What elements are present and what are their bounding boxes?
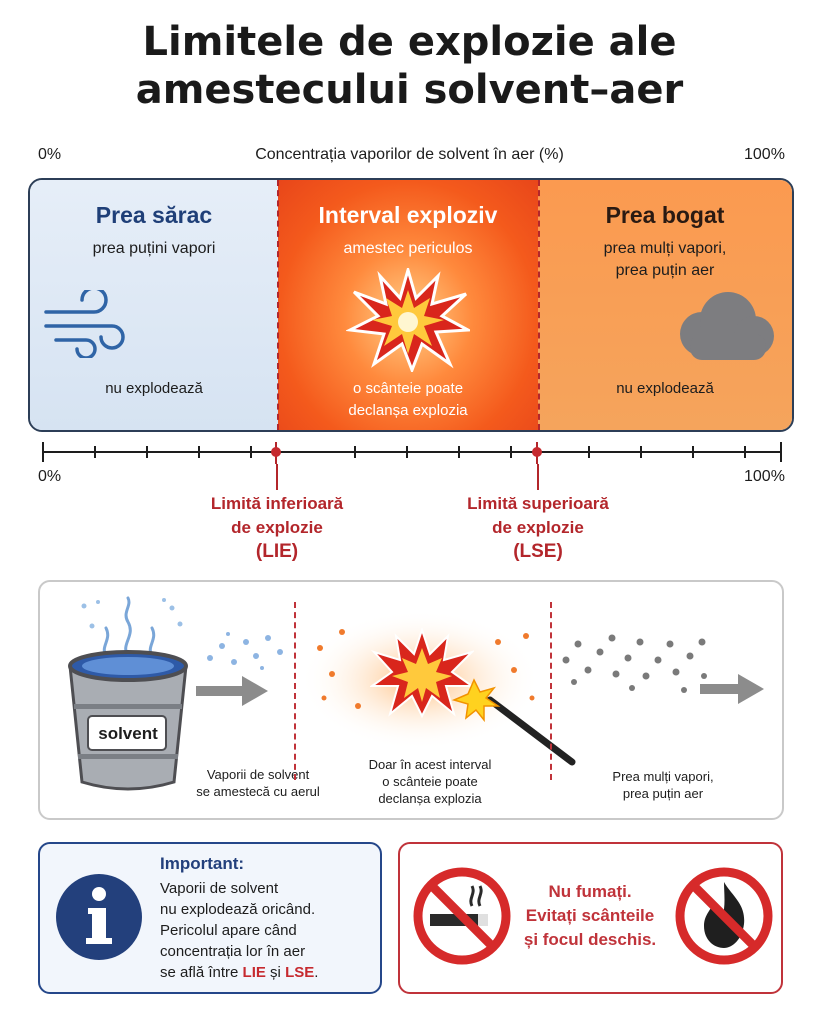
zone-explosive-title: Interval exploziv xyxy=(318,202,498,228)
warning-line-1: Nu fumați. xyxy=(548,882,632,901)
upper-limit-abbr: (LSE) xyxy=(513,541,563,562)
grey-vapor-dots xyxy=(558,630,714,700)
zone-rich-subtitle-line-2: prea puțin aer xyxy=(615,262,715,279)
important-line-2: nu explodează oricând. xyxy=(160,901,316,918)
upper-limit-label xyxy=(438,492,638,564)
step-2-line-3: declanșa explozia xyxy=(378,791,482,806)
warning-line-3: și focul deschis. xyxy=(523,930,657,949)
step-3-line-2: prea puțin aer xyxy=(622,786,704,801)
upper-limit-line-2: de explozie xyxy=(492,518,584,537)
zone-explosive-note-line-1: o scânteie poate xyxy=(352,380,464,397)
arrow-icon-2 xyxy=(700,674,764,704)
zone-rich-subtitle-line-1: prea mulți vapori, xyxy=(603,240,727,257)
no-fire-icon xyxy=(674,866,774,966)
zone-rich-note: nu explodează xyxy=(616,380,714,397)
warning-line-2: Evitați scânteile xyxy=(525,906,655,925)
lie-highlight: LIE xyxy=(242,964,266,981)
axis-min-top: 0% xyxy=(38,146,62,163)
zone-explosive xyxy=(278,180,538,430)
no-smoking-icon xyxy=(412,866,512,966)
title-line-1: Limitele de explozie ale xyxy=(142,19,677,65)
step-1-line-1: Vaporii de solvent xyxy=(206,767,310,782)
warning-text xyxy=(512,880,668,952)
zone-lean xyxy=(30,180,278,430)
warning-box xyxy=(398,842,783,994)
lse-highlight: LSE xyxy=(285,964,315,981)
concentration-scale xyxy=(40,440,784,464)
lower-limit-label xyxy=(177,492,377,564)
axis-min-bottom: 0% xyxy=(38,468,62,485)
solvent-can-icon xyxy=(62,646,194,796)
step-2-line-2: o scânteie poate xyxy=(382,774,478,789)
important-line-5-pre: se află între xyxy=(160,964,243,981)
step-2-caption xyxy=(340,756,520,807)
axis-max-bottom: 100% xyxy=(744,468,785,485)
concentration-zones xyxy=(28,178,794,432)
step-2-line-1: Doar în acest interval xyxy=(368,757,492,772)
step-1-line-2: se amestecă cu aerul xyxy=(196,784,320,799)
explosion-icon xyxy=(346,268,470,372)
zone-rich-title: Prea bogat xyxy=(605,202,725,228)
solvent-can-label: solvent xyxy=(98,724,158,743)
zone-explosive-note-line-2: declanșa explozia xyxy=(348,402,468,419)
important-line-1: Vaporii de solvent xyxy=(160,880,279,897)
zone-explosive-subtitle: amestec periculos xyxy=(343,240,473,257)
title-line-2: amestecului solvent–aer xyxy=(135,67,684,113)
important-heading: Important: xyxy=(160,854,245,873)
panel-lie-divider xyxy=(294,602,296,780)
process-panel xyxy=(38,580,784,820)
step-3-caption xyxy=(588,768,738,802)
zone-explosive-note xyxy=(278,378,538,422)
important-period: . xyxy=(314,964,319,981)
important-and: și xyxy=(265,964,286,981)
zone-rich xyxy=(538,180,792,430)
zone-lean-subtitle: prea puțini vapori xyxy=(92,240,216,257)
important-text xyxy=(160,878,318,983)
important-line-4: concentrația lor în aer xyxy=(160,943,306,960)
zone-rich-subtitle xyxy=(538,238,792,282)
lower-limit-line-1: Limită inferioară xyxy=(210,494,344,513)
lse-leader-line xyxy=(536,464,540,490)
zone-lean-title: Prea sărac xyxy=(95,202,213,228)
page-title xyxy=(0,18,819,114)
step-1-caption xyxy=(188,766,328,800)
panel-lse-divider xyxy=(550,602,552,780)
lie-leader-line xyxy=(275,464,279,490)
important-line-3: Pericolul apare când xyxy=(160,922,297,939)
info-icon xyxy=(54,872,144,962)
axis-caption: Concentrația vaporilor de solvent în aer (%) xyxy=(255,146,564,163)
upper-limit-line-1: Limită superioară xyxy=(467,494,609,513)
step-3-line-1: Prea mulți vapori, xyxy=(612,769,714,784)
important-line-5 xyxy=(160,962,318,983)
lower-limit-abbr: (LIE) xyxy=(255,541,299,562)
cloud-icon xyxy=(670,284,780,368)
lie-divider xyxy=(277,180,279,430)
zone-lean-note: nu explodează xyxy=(105,380,203,397)
lse-divider xyxy=(538,180,540,430)
arrow-icon xyxy=(196,676,268,706)
important-box xyxy=(38,842,382,994)
lower-limit-line-2: de explozie xyxy=(231,518,323,537)
wind-icon xyxy=(42,290,128,358)
axis-max-top: 100% xyxy=(744,146,785,163)
